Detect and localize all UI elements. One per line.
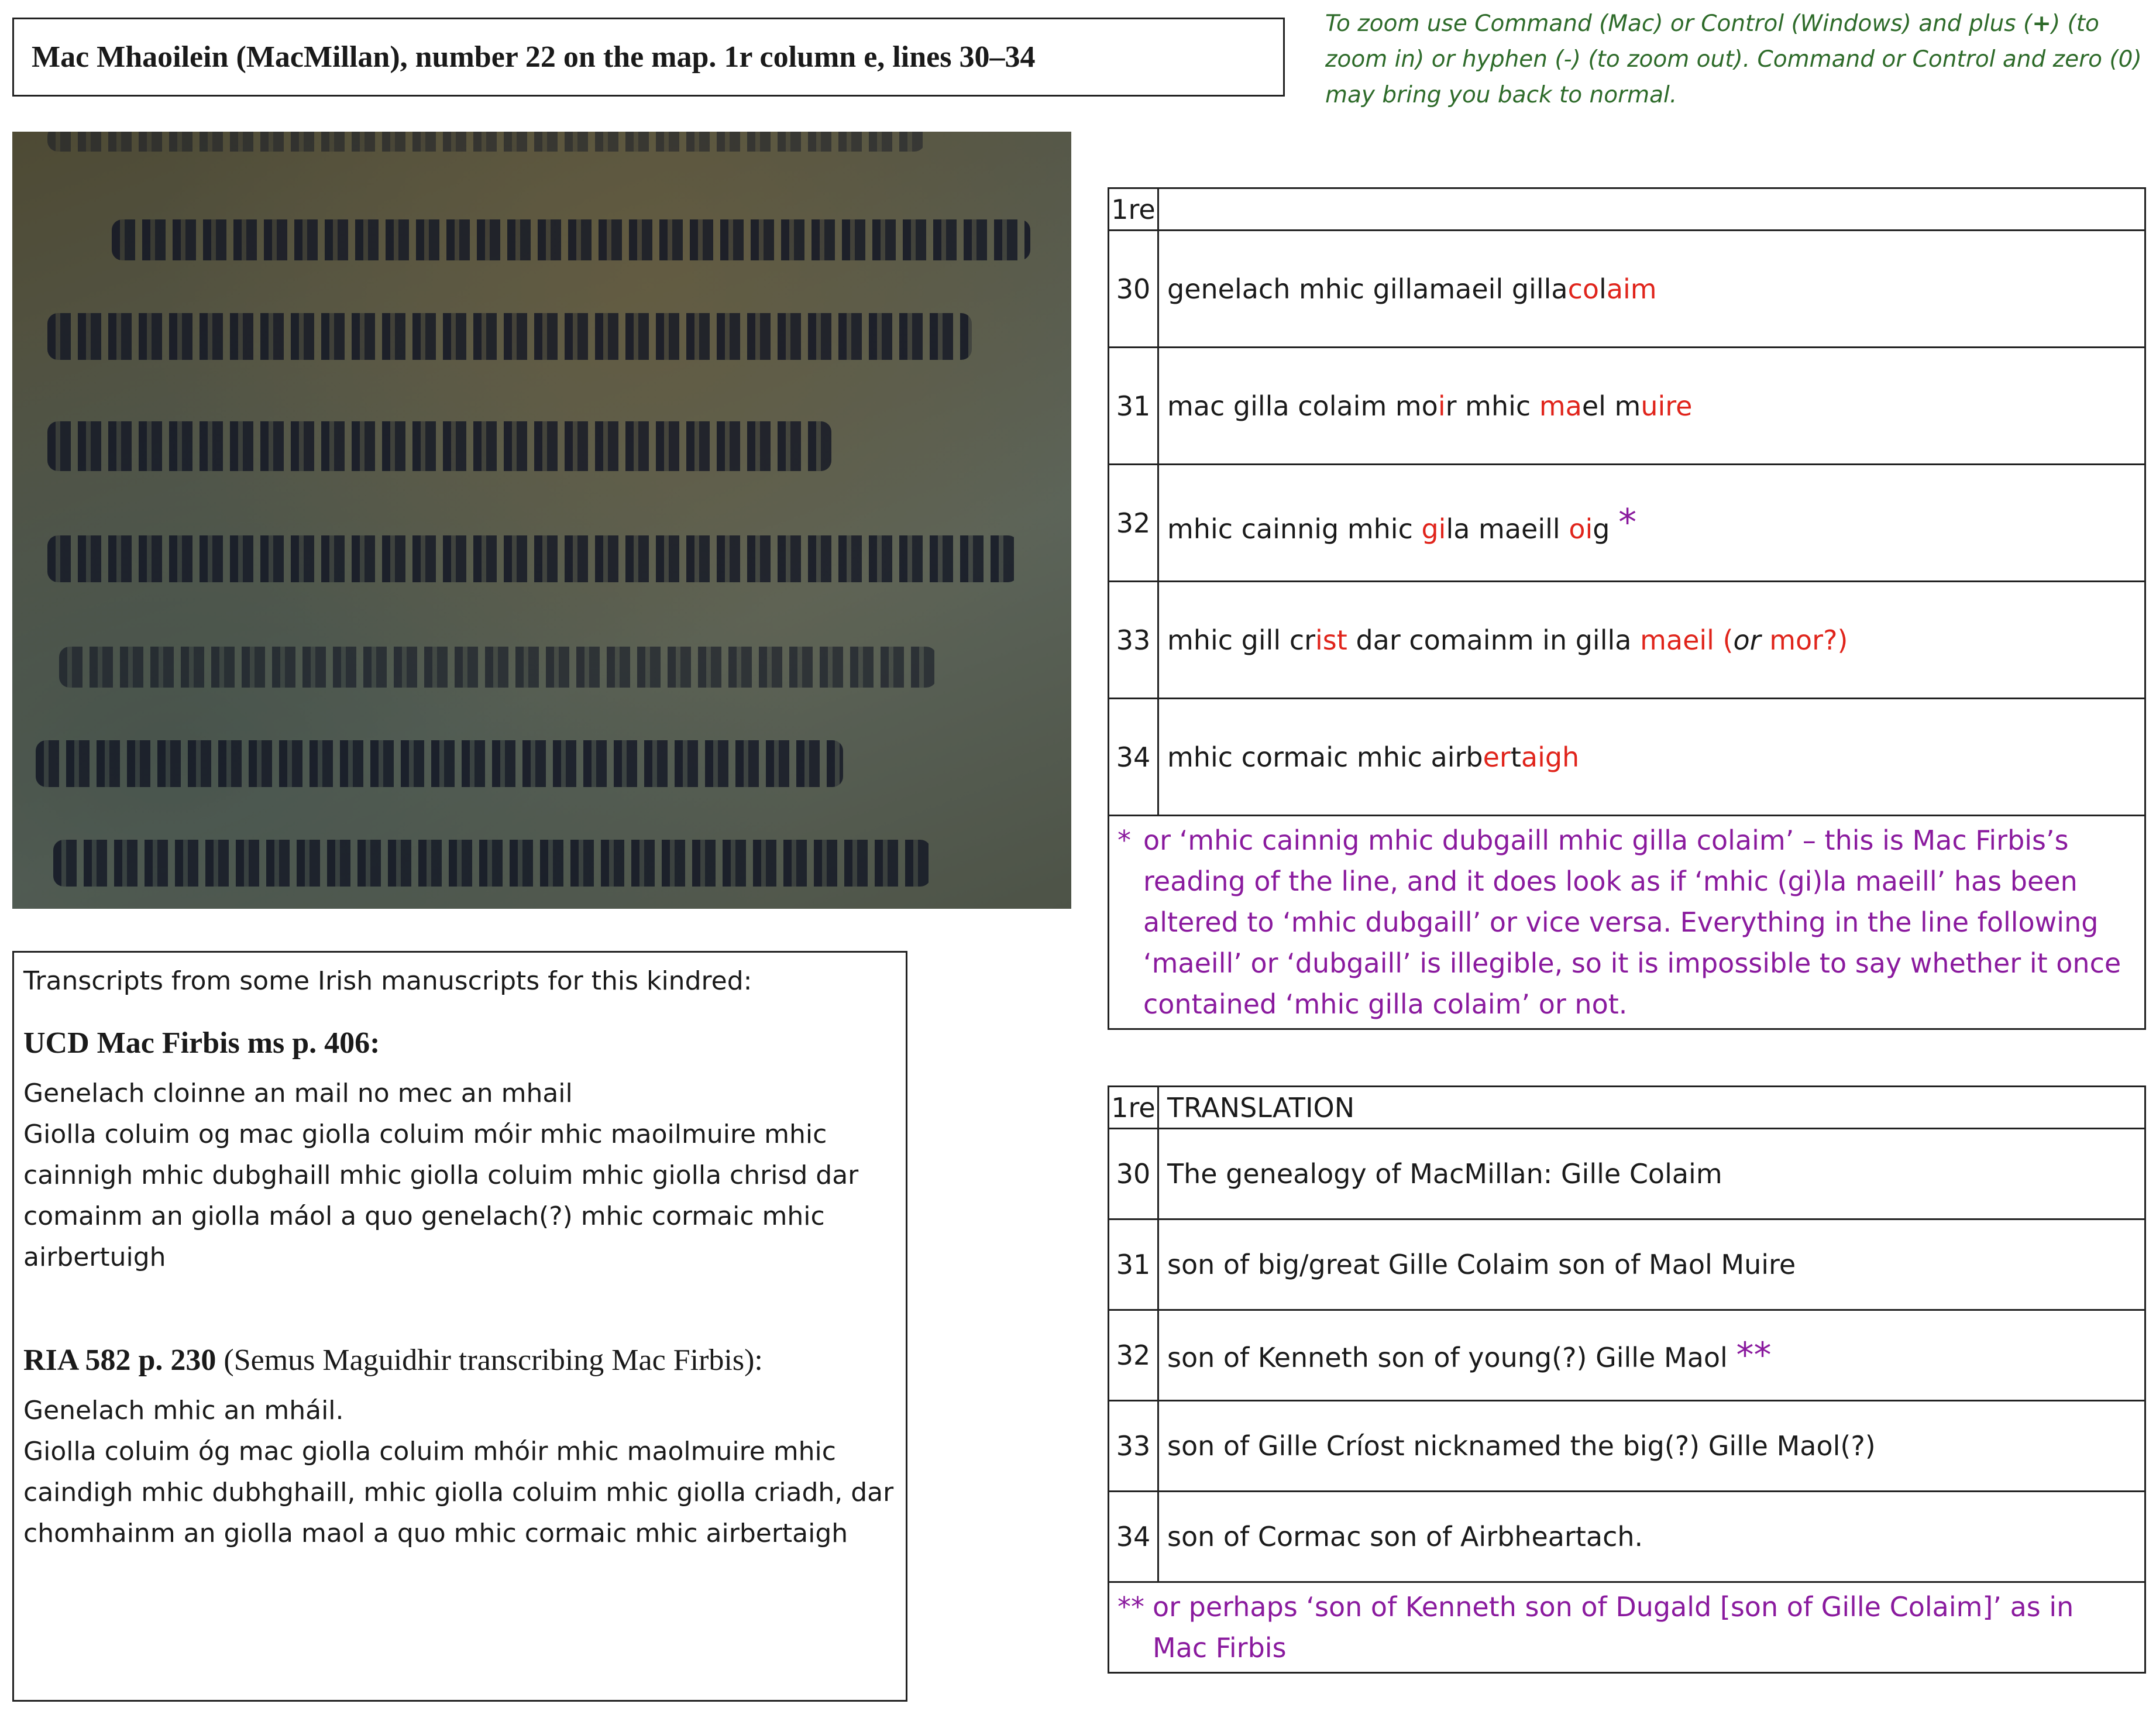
zoom-text-1: To zoom use Command (Mac) or Control (Windows) and plus ( <box>1325 11 2033 37</box>
uncertain-text: co <box>1567 273 1600 305</box>
line-text-segment: genelach mhic gillamaeil gilla <box>1167 273 1568 305</box>
manuscript-image <box>12 132 1071 909</box>
uncertain-text: maeil ( <box>1640 624 1734 656</box>
line-text-segment: r mhic <box>1445 390 1539 422</box>
page-title-text: Mac Mhaoilein (MacMillan), number 22 on the map. 1r column e, lines 30–34 <box>32 40 1036 74</box>
uncertain-text: ma <box>1539 390 1582 422</box>
table-footnote <box>1109 816 2145 1029</box>
translation-row <box>1109 1219 2145 1310</box>
line-text-segment: mhic cormaic mhic airb <box>1167 741 1483 773</box>
transcripts-heading: Transcripts from some Irish manuscripts for this kindred: <box>23 966 752 996</box>
translation-text: The genealogy of MacMillan: Gille Colaim <box>1158 1129 2145 1219</box>
line-text-segment: or <box>1733 624 1761 656</box>
line-text-segment: t <box>1510 741 1521 773</box>
line-text <box>1158 699 2145 816</box>
ink-line <box>47 132 925 152</box>
translation-text: son of Gille Críost nicknamed the big(?) Gille Maol(?) <box>1158 1401 2145 1492</box>
line-text <box>1158 348 2145 465</box>
line-number: 32 <box>1109 1310 1158 1401</box>
footnote-rest: Mac Firbis <box>1153 1632 1287 1664</box>
ria-line-2: Giolla coluim óg mac giolla coluim mhóir mhic maolmuire mhic caindigh mhic dubhghaill, mhic giolla coluim mhic giolla criadh, dar chomhainm an giolla maol a quo mhic cormaic mhic airbertaigh <box>23 1437 894 1548</box>
translation-footnote <box>1109 1582 2145 1673</box>
line-number: 30 <box>1109 231 1158 348</box>
footnote-first-line: or perhaps ‘son of Kenneth son of Dugald [son of Gille Colaim]’ as in <box>1153 1591 2074 1623</box>
line-number: 34 <box>1109 1492 1158 1582</box>
ria-label: RIA 582 p. 230 <box>23 1344 216 1377</box>
uncertain-text: aim <box>1606 273 1657 305</box>
header-blank <box>1158 188 2145 231</box>
translation-row <box>1109 1310 2145 1401</box>
line-text-segment: el m <box>1581 390 1641 422</box>
footnote-mark: * <box>1618 501 1637 544</box>
translation-row <box>1109 1401 2145 1492</box>
translation-header-label: TRANSLATION <box>1158 1087 2145 1129</box>
line-number: 32 <box>1109 465 1158 582</box>
line-text-segment: la maeill <box>1446 513 1569 545</box>
translation-header-row <box>1109 1087 2145 1129</box>
line-text-segment: g <box>1593 513 1619 545</box>
table-row <box>1109 348 2145 465</box>
line-text-segment: mhic gill cr <box>1167 624 1316 656</box>
translation-text: son of Cormac son of Airbheartach. <box>1158 1492 2145 1582</box>
line-number: 33 <box>1109 582 1158 699</box>
footnote-star: ** <box>1117 1591 1144 1623</box>
table-row <box>1109 231 2145 348</box>
transcription-table <box>1108 187 2146 1030</box>
translation-text: son of big/great Gille Colaim son of Maol Muire <box>1158 1219 2145 1310</box>
line-text-segment: dar comainm in gilla <box>1347 624 1641 656</box>
uncertain-text: aigh <box>1521 741 1580 773</box>
line-text-segment: mac gilla colaim mo <box>1167 390 1438 422</box>
line-number: 31 <box>1109 1219 1158 1310</box>
translation-row <box>1109 1129 2145 1219</box>
uncertain-text: mor?) <box>1760 624 1848 656</box>
ink-line <box>47 421 831 471</box>
uncertain-text: gi <box>1421 513 1446 545</box>
ink-line <box>112 219 1030 260</box>
uncertain-text: er <box>1483 741 1511 773</box>
ink-line <box>36 740 843 787</box>
uncertain-text: uire <box>1641 390 1693 422</box>
footnote-mark: ** <box>1736 1335 1772 1376</box>
line-number: 33 <box>1109 1401 1158 1492</box>
line-number: 34 <box>1109 699 1158 816</box>
zoom-plus: + <box>2032 11 2051 37</box>
ink-line <box>47 535 1019 582</box>
line-number: 31 <box>1109 348 1158 465</box>
page-title <box>12 18 1285 97</box>
translation-row <box>1109 1492 2145 1582</box>
ink-line <box>47 313 972 360</box>
table-row <box>1109 465 2145 582</box>
header-cell: 1re <box>1109 188 1158 231</box>
ink-line <box>53 840 931 887</box>
ucd-source-label <box>23 1023 896 1064</box>
translation-header-num: 1re <box>1109 1087 1158 1129</box>
ria-note: (Semus Maguidhir transcribing Mac Firbis): <box>216 1344 763 1377</box>
table-note-row <box>1109 816 2145 1029</box>
table-row <box>1109 582 2145 699</box>
ria-line-1: Genelach mhic an mháil. <box>23 1396 344 1425</box>
line-number: 30 <box>1109 1129 1158 1219</box>
ucd-label: UCD Mac Firbis ms p. 406: <box>23 1026 380 1060</box>
uncertain-text: oi <box>1569 513 1593 545</box>
ucd-line-2: Giolla coluim og mac giolla coluim móir mhic maoilmuire mhic cainnigh mhic dubghaill mhic giolla coluim mhic giolla chrisd dar comainm an giolla máol a quo genelach(?) mhic cormaic mhic airbertuigh <box>23 1119 859 1272</box>
ria-source-label <box>23 1340 896 1381</box>
footnote-first-line: or ‘mhic cainnig mhic dubgaill mhic gilla colaim’ – this is Mac Firbis’s <box>1143 825 2069 856</box>
zoom-instructions <box>1325 6 2144 113</box>
footnote-star: * <box>1117 825 1131 856</box>
translation-text: son of Kenneth son of young(?) Gille Maol <box>1167 1342 1737 1373</box>
line-text <box>1158 582 2145 699</box>
line-text-segment: l <box>1599 273 1607 305</box>
translation-note-row <box>1109 1582 2145 1673</box>
uncertain-text: ist <box>1315 624 1347 656</box>
line-text-segment: mhic cainnig mhic <box>1167 513 1422 545</box>
transcripts-panel <box>12 951 907 1702</box>
line-text <box>1158 231 2145 348</box>
footnote-rest: reading of the line, and it does look as if ‘mhic (gi)la maeill’ has been altered to ‘mhic dubgaill’ or vice versa. Everything in the line following ‘maeill’ or ‘dubgaill’ is illegible, so it is impossible to say whether it once contained ‘mhic gilla colaim’ or not. <box>1143 865 2121 1020</box>
ucd-line-1: Genelach cloinne an mail no mec an mhail <box>23 1078 573 1108</box>
translation-text-cell <box>1158 1310 2145 1401</box>
table-row <box>1109 699 2145 816</box>
translation-table <box>1108 1085 2146 1674</box>
ink-line <box>59 647 937 688</box>
zoom-text-2: ) (to zoom in) or hyphen (-) (to zoom out). Command or Control and zero (0) may bring you back to normal. <box>1325 11 2142 108</box>
table-header-row <box>1109 188 2145 231</box>
uncertain-text: i <box>1438 390 1446 422</box>
line-text <box>1158 465 2145 582</box>
